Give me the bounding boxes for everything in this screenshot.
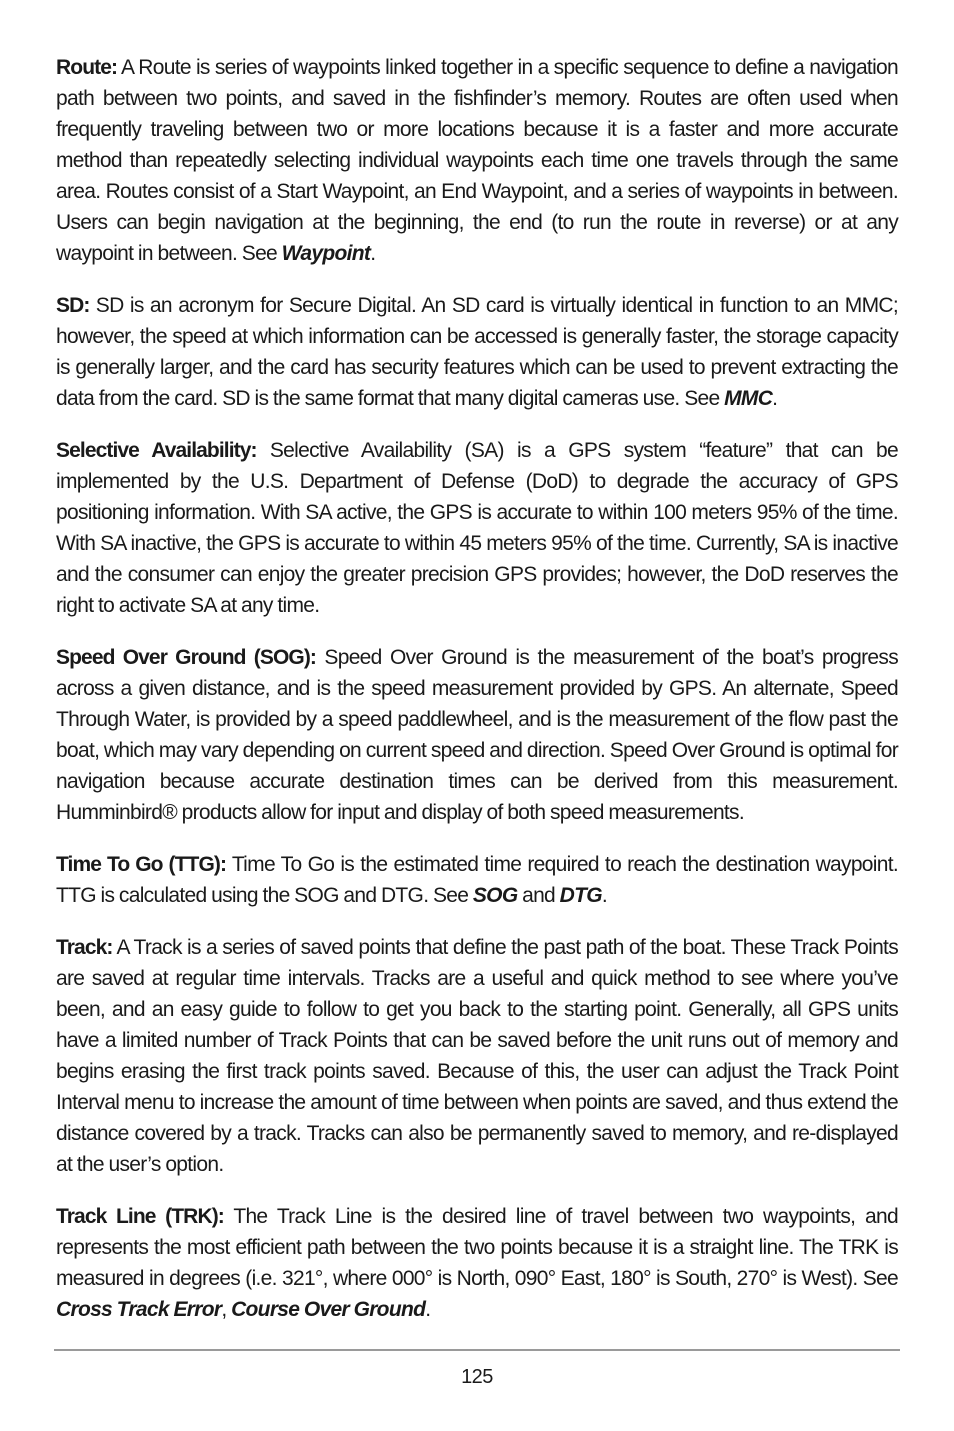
definition-text: . xyxy=(370,242,376,265)
glossary-entry-track xyxy=(56,932,898,1180)
definition-text: SD is an acronym for Secure Digital. An SD card is virtually identical in function to an MMC; however, the speed at which information can be accessed is generally faster, the storage capacity is generally larger, and the card has security features which can be used to prevent extracting the data from the card. SD is the same format that many digital cameras use. See xyxy=(56,294,898,410)
glossary-term: Track Line (TRK): xyxy=(56,1205,224,1228)
cross-reference: Course Over Ground xyxy=(231,1298,426,1321)
glossary-term: Route: xyxy=(56,56,118,79)
page-number: 125 xyxy=(461,1366,493,1388)
cross-reference: MMC xyxy=(724,387,773,410)
glossary-term: SD: xyxy=(56,294,90,317)
glossary-term: Track: xyxy=(56,936,113,959)
definition-text: . xyxy=(601,884,608,907)
glossary-entry-route xyxy=(56,52,898,269)
definition-text: A Route is series of waypoints linked together in a specific sequence to define a navigation path between two points, and saved in the fishfinder’s memory. Routes are often used when frequently traveling between two or more locations because it is a faster and more accurate method than repeatedly selecting individual waypoints each time one travels through the same area. Routes consist of a Start Waypoint, an End Waypoint, and a series of waypoints in between. Users can begin navigation at the beginning, the end (to run the route in reverse) or at any waypoint in between. See xyxy=(56,56,898,265)
definition-text: The Track Line is the desired line of travel between two waypoints, and represents the most efficient path between the two points because it is a straight line. The TRK is measured in degrees (i.e. 321°, where 000° is North, 090° East, 180° is South, 270° is West). See xyxy=(56,1205,898,1290)
definition-text: Selective Availability (SA) is a GPS system “feature” that can be implemented by the U.S. Department of Defense (DoD) to degrade the accuracy of GPS positioning information. With SA active, the GPS is accurate to within 100 meters 95% of the time. With SA inactive, the GPS is accurate to within 45 meters 95% of the time. Currently, SA is inactive and the consumer can enjoy the greater precision GPS provides; however, the DoD reserves the right to activate SA at any time. xyxy=(56,439,898,617)
definition-text: , xyxy=(221,1298,232,1321)
glossary-entry-sd xyxy=(56,290,898,414)
glossary-term: Time To Go (TTG): xyxy=(56,853,227,876)
glossary-list xyxy=(56,52,898,1346)
cross-reference: SOG xyxy=(472,884,518,907)
glossary-entry-speed-over-ground xyxy=(56,642,898,828)
definition-text: . xyxy=(772,387,778,410)
glossary-term: Selective Availability: xyxy=(56,439,257,462)
glossary-entry-track-line xyxy=(56,1201,898,1325)
definition-text: A Track is a series of saved points that define the past path of the boat. These Track Points are saved at regular time intervals. Tracks are a useful and quick method to see where you’ve been, and an easy guide to follow to get you back to the starting point. Generally, all GPS units have a limited number of Track Points that can be saved before the unit runs out of memory and begins erasing the first track points saved. Because of this, the user can adjust the Track Point Interval menu to increase the amount of time between when points are saved, and thus extend the distance covered by a track. Tracks can also be permanently saved to memory, and re-displayed at the user’s option. xyxy=(56,936,898,1176)
cross-reference: DTG xyxy=(559,884,602,907)
definition-text: Time To Go is the estimated time required to reach the destination waypoint. TTG is calculated using the SOG and DTG. See xyxy=(56,853,898,907)
glossary-entry-time-to-go xyxy=(56,849,898,911)
definition-text: . xyxy=(425,1298,431,1321)
definition-text: Speed Over Ground is the measurement of the boat’s progress across a given distance, and is the speed measurement provided by GPS. An alternate, Speed Through Water, is provided by a speed paddlewheel, and is the measurement of the flow past the boat, which may vary depending on current speed and direction. Speed Over Ground is optimal for navigation because accurate destination times can be derived from this measurement. Humminbird® products allow for input and display of both speed measurements. xyxy=(56,646,899,824)
glossary-entry-selective-availability xyxy=(56,435,898,621)
glossary-term: Speed Over Ground (SOG): xyxy=(56,646,317,669)
cross-reference: Waypoint xyxy=(281,242,371,265)
cross-reference: Cross Track Error xyxy=(56,1298,222,1321)
footer-divider xyxy=(54,1349,900,1351)
definition-text: and xyxy=(517,884,560,907)
